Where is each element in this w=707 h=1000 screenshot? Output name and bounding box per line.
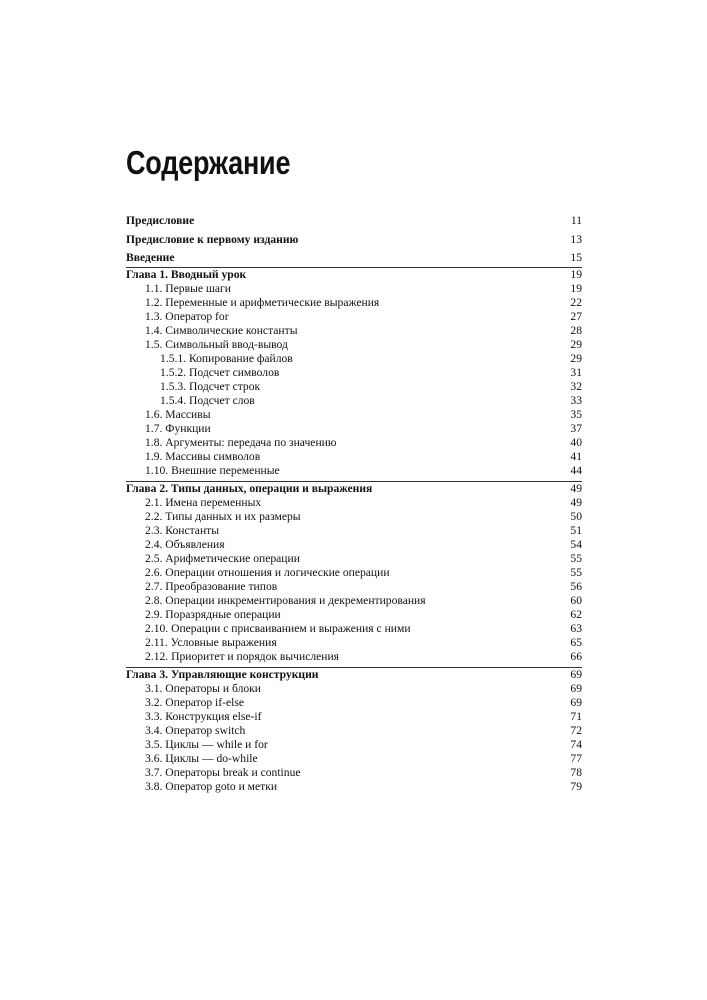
- toc-entry-page: 69: [570, 668, 582, 681]
- toc-entry-label: 3.1. Операторы и блоки: [145, 682, 261, 695]
- toc-entry-label: 2.9. Поразрядные операции: [145, 608, 281, 621]
- toc-entry-label: Предисловие к первому изданию: [126, 233, 299, 246]
- toc-entry: [126, 594, 582, 608]
- toc-entry-page: 35: [570, 408, 582, 421]
- toc-entry-page: 33: [570, 394, 582, 407]
- toc-entry-label: Глава 1. Вводный урок: [126, 268, 247, 281]
- toc-entry-page: 65: [570, 636, 582, 649]
- toc-entry-label: 3.2. Оператор if-else: [145, 696, 245, 709]
- toc-entry-page: 69: [570, 696, 582, 709]
- toc-chapter-entry: [126, 482, 582, 496]
- toc-entry: [126, 696, 582, 710]
- toc-entry-page: 37: [570, 422, 582, 435]
- toc-entry-label: 2.8. Операции инкрементирования и декрементирования: [145, 594, 426, 607]
- toc-entry: [126, 450, 582, 464]
- toc-entry: [126, 552, 582, 566]
- toc-entry-page: 49: [570, 496, 582, 509]
- toc-entry: [126, 251, 582, 265]
- toc-entry: [126, 422, 582, 436]
- toc-entry-label: 3.3. Конструкция else-if: [145, 710, 262, 723]
- toc-entry: [126, 310, 582, 324]
- toc-entry-page: 22: [570, 296, 582, 309]
- toc-entry-page: 49: [570, 482, 582, 495]
- toc-entry-label: 1.5.1. Копирование файлов: [160, 352, 293, 365]
- toc-entry-label: 2.4. Объявления: [145, 538, 225, 551]
- toc-entry-page: 62: [570, 608, 582, 621]
- toc-entry-page: 71: [570, 710, 582, 723]
- toc-entry-label: 3.4. Оператор switch: [145, 724, 246, 737]
- toc-entry-label: 1.7. Функции: [145, 422, 211, 435]
- toc-entry-label: 3.8. Оператор goto и метки: [145, 780, 278, 793]
- toc-entry: [126, 538, 582, 552]
- table-of-contents: [126, 0, 582, 1000]
- toc-entry: [126, 380, 582, 394]
- toc-entry-label: 1.6. Массивы: [145, 408, 211, 421]
- toc-entry: [126, 394, 582, 408]
- toc-entry-label: 2.10. Операции с присваиванием и выражения с ними: [145, 622, 411, 635]
- toc-entry: [126, 650, 582, 664]
- toc-entry-label: 3.7. Операторы break и continue: [145, 766, 301, 779]
- toc-entry: [126, 233, 582, 247]
- toc-entry-label: 1.5.2. Подсчет символов: [160, 366, 280, 379]
- toc-entry: [126, 352, 582, 366]
- toc-entry-label: Предисловие: [126, 214, 195, 227]
- toc-entry-label: 1.9. Массивы символов: [145, 450, 261, 463]
- toc-entry-label: 1.5. Символьный ввод-вывод: [145, 338, 288, 351]
- toc-entry: [126, 366, 582, 380]
- toc-entry-page: 29: [570, 352, 582, 365]
- toc-entry-page: 78: [570, 766, 582, 779]
- toc-entry: [126, 608, 582, 622]
- toc-entry-page: 66: [570, 650, 582, 663]
- toc-entry-page: 32: [570, 380, 582, 393]
- toc-entry-label: 2.12. Приоритет и порядок вычисления: [145, 650, 340, 663]
- toc-entry-page: 44: [570, 464, 582, 477]
- toc-entry: [126, 464, 582, 478]
- toc-entry: [126, 324, 582, 338]
- toc-entry: [126, 282, 582, 296]
- toc-entry-page: 41: [570, 450, 582, 463]
- toc-entry: [126, 338, 582, 352]
- toc-entry-label: 1.1. Первые шаги: [145, 282, 231, 295]
- toc-chapter-entry: [126, 268, 582, 282]
- toc-entry: [126, 436, 582, 450]
- page-title: Содержание: [126, 144, 291, 181]
- toc-entry: [126, 766, 582, 780]
- toc-entry-page: 55: [570, 552, 582, 565]
- toc-entry-label: 2.1. Имена переменных: [145, 496, 262, 509]
- toc-entry-label: 2.2. Типы данных и их размеры: [145, 510, 301, 523]
- toc-entry: [126, 580, 582, 594]
- toc-entry-page: 55: [570, 566, 582, 579]
- toc-entry-page: 19: [570, 268, 582, 281]
- toc-entry-label: 3.6. Циклы — do-while: [145, 752, 258, 765]
- toc-entry-page: 13: [570, 233, 582, 246]
- toc-entry-label: Глава 3. Управляющие конструкции: [126, 668, 319, 681]
- toc-entry-page: 51: [570, 524, 582, 537]
- toc-entry-label: 2.11. Условные выражения: [145, 636, 277, 649]
- toc-entry: [126, 738, 582, 752]
- toc-entry: [126, 780, 582, 794]
- toc-entry-label: 1.3. Оператор for: [145, 310, 229, 323]
- toc-entry: [126, 724, 582, 738]
- toc-entry-label: 1.8. Аргументы: передача по значению: [145, 436, 337, 449]
- toc-entry-label: 2.3. Константы: [145, 524, 220, 537]
- toc-entry-page: 69: [570, 682, 582, 695]
- toc-entry-label: 1.5.3. Подсчет строк: [160, 380, 261, 393]
- toc-entry-page: 50: [570, 510, 582, 523]
- toc-entry: [126, 752, 582, 766]
- toc-entry: [126, 622, 582, 636]
- toc-entry-label: 1.4. Символические константы: [145, 324, 298, 337]
- toc-entry: [126, 214, 582, 228]
- toc-entry-label: 1.5.4. Подсчет слов: [160, 394, 255, 407]
- toc-entry: [126, 496, 582, 510]
- toc-entry-label: 2.5. Арифметические операции: [145, 552, 300, 565]
- toc-entry-page: 11: [570, 214, 582, 227]
- toc-entry-label: 1.10. Внешние переменные: [145, 464, 280, 477]
- toc-entry-label: Введение: [126, 251, 175, 264]
- toc-entry-label: 2.6. Операции отношения и логические операции: [145, 566, 390, 579]
- toc-entry: [126, 524, 582, 538]
- toc-entry-label: 3.5. Циклы — while и for: [145, 738, 268, 751]
- toc-entry: [126, 566, 582, 580]
- toc-entry-page: 72: [570, 724, 582, 737]
- toc-entry-page: 56: [570, 580, 582, 593]
- toc-entry-label: 1.2. Переменные и арифметические выражения: [145, 296, 380, 309]
- toc-entry-page: 29: [570, 338, 582, 351]
- toc-entry-page: 19: [570, 282, 582, 295]
- toc-entry-page: 63: [570, 622, 582, 635]
- toc-entry: [126, 636, 582, 650]
- toc-entry: [126, 296, 582, 310]
- toc-entry-page: 54: [570, 538, 582, 551]
- toc-entry-page: 79: [570, 780, 582, 793]
- toc-entry-page: 77: [570, 752, 582, 765]
- toc-entry: [126, 682, 582, 696]
- toc-entry: [126, 710, 582, 724]
- toc-entry: [126, 408, 582, 422]
- toc-entry-label: 2.7. Преобразование типов: [145, 580, 278, 593]
- toc-entry-page: 60: [570, 594, 582, 607]
- toc-entry-label: Глава 2. Типы данных, операции и выражения: [126, 482, 373, 495]
- toc-entry-page: 15: [570, 251, 582, 264]
- toc-entry-page: 74: [570, 738, 582, 751]
- toc-entry: [126, 510, 582, 524]
- toc-chapter-entry: [126, 668, 582, 682]
- toc-entry-page: 28: [570, 324, 582, 337]
- toc-entry-page: 31: [570, 366, 582, 379]
- toc-entry-page: 27: [570, 310, 582, 323]
- toc-entry-page: 40: [570, 436, 582, 449]
